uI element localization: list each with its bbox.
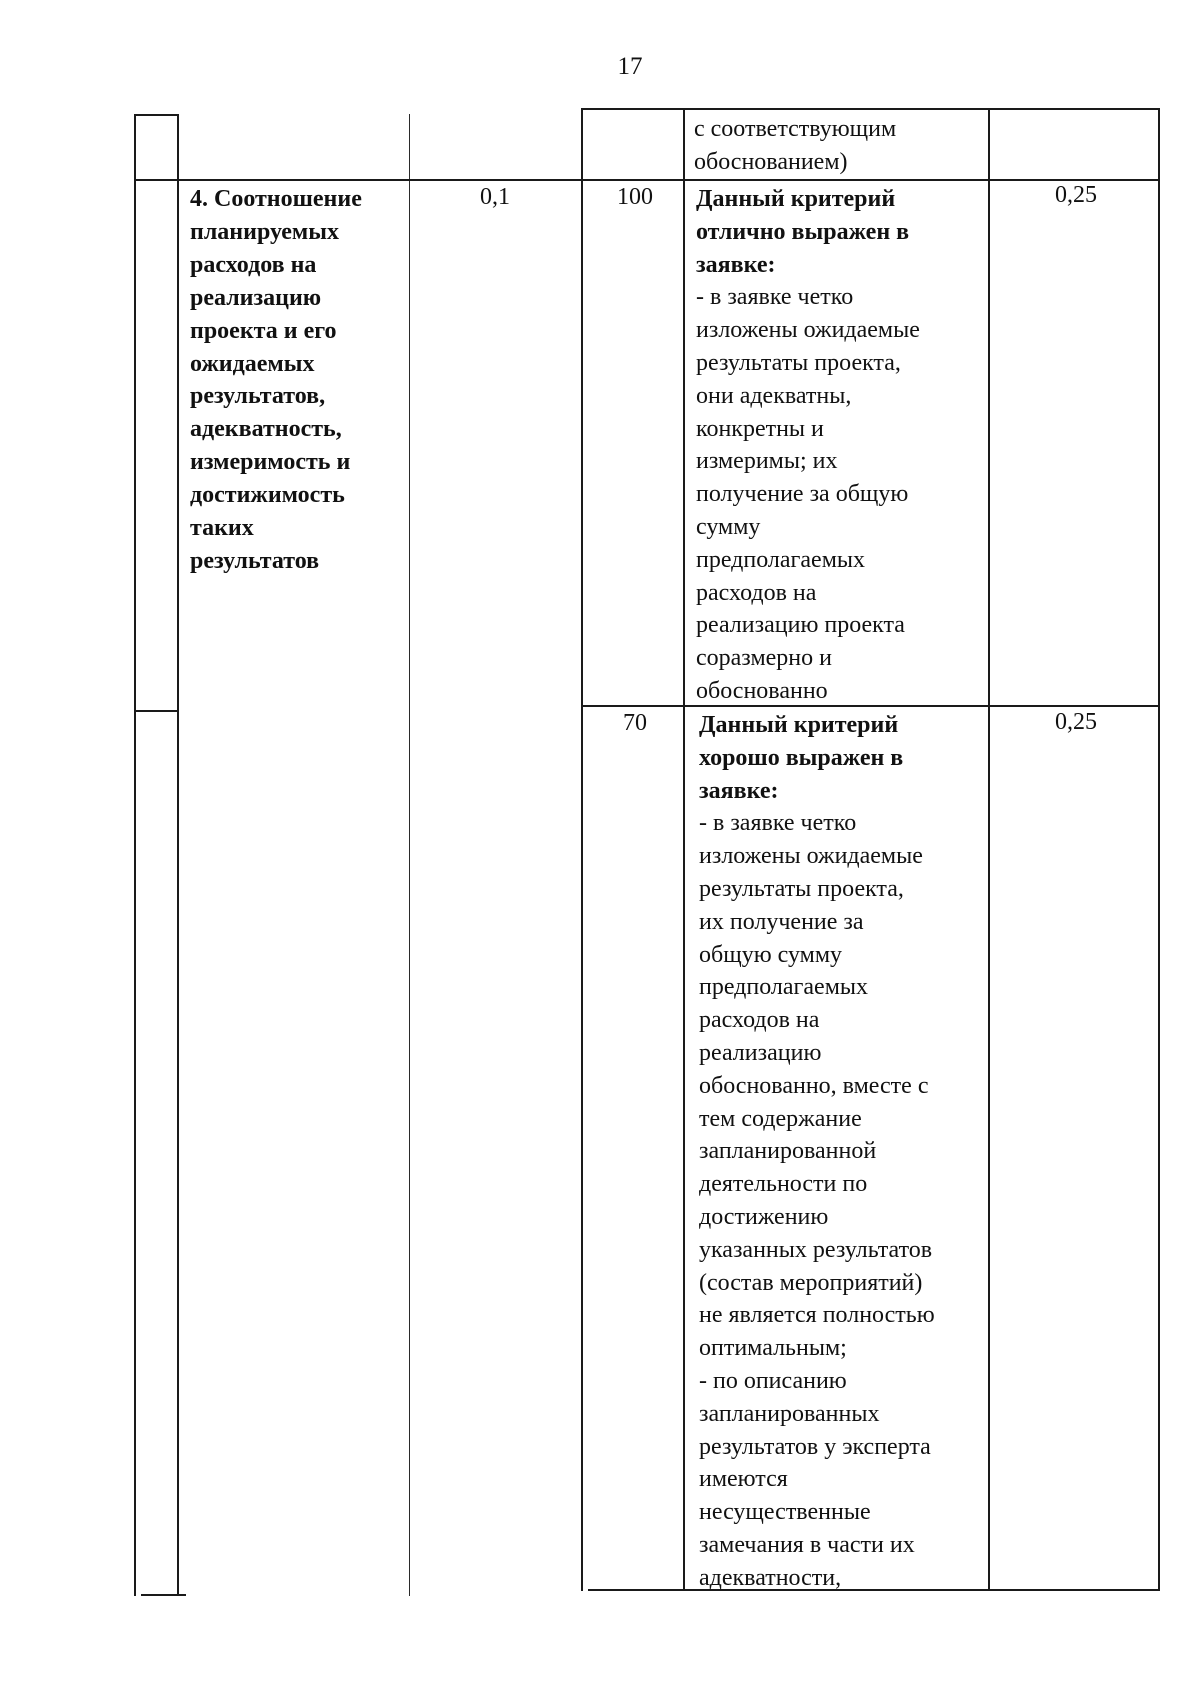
level-body-line: предполагаемых — [699, 974, 869, 1001]
level-heading-line: заявке: — [699, 777, 779, 804]
level-body-line: изложены ожидаемые — [699, 843, 923, 870]
level-body-line: предполагаемых — [696, 546, 866, 573]
continuation-line: с соответствующим — [694, 116, 897, 142]
level-body-line: тем содержание — [699, 1105, 862, 1132]
level-body-line: замечания в части их — [699, 1531, 915, 1558]
table-border-top-left — [134, 114, 178, 116]
criterion-title — [190, 183, 362, 578]
coefficient-100: 0,25 — [1055, 182, 1097, 208]
level-body-line: результаты проекта, — [696, 349, 901, 376]
criterion-title-line: реализацию — [190, 284, 322, 311]
page-number: 17 — [617, 53, 643, 80]
criterion-title-line: расходов на — [190, 251, 317, 278]
level-70-description — [699, 709, 935, 1595]
criterion-title-line: таких — [190, 515, 254, 542]
level-body-line: обоснованно — [696, 677, 828, 704]
table-divider-col5 — [988, 108, 990, 1591]
level-body-line: результатов у эксперта — [699, 1433, 931, 1460]
criterion-title-line: достижимость — [190, 482, 345, 509]
table-divider-col4 — [683, 108, 685, 1591]
level-body-line: изложены ожидаемые — [696, 317, 920, 344]
score-100: 100 — [617, 184, 653, 210]
level-body-line: адекватности, — [699, 1564, 842, 1591]
level-heading-line: отлично выражен в — [696, 218, 910, 245]
coefficient-70: 0,25 — [1055, 709, 1097, 735]
level-heading-line: Данный критерий — [699, 712, 899, 738]
row-divider-left-narrow — [134, 710, 178, 712]
level-body-line: не является полностью — [699, 1302, 935, 1329]
level-heading-line: Данный критерий — [696, 186, 896, 212]
level-body-line: они адекватны, — [696, 382, 852, 409]
criterion-title-line: измеримость и — [190, 449, 351, 476]
criterion-title-line: адекватность, — [190, 416, 342, 443]
table-border-left — [134, 114, 136, 1596]
criterion-title-line: ожидаемых — [190, 350, 315, 377]
level-body-line: расходов на — [696, 579, 817, 606]
level-body-line: (состав мероприятий) — [699, 1269, 923, 1296]
level-body-line: расходов на — [699, 1007, 820, 1034]
criterion-weight: 0,1 — [480, 184, 510, 210]
level-body-line: запланированной — [699, 1138, 877, 1165]
level-body-line: общую сумму — [699, 941, 843, 968]
level-body-line: обоснованно, вместе с — [699, 1072, 929, 1099]
criterion-title-line: результатов, — [190, 383, 326, 410]
level-body-line: несущественные — [699, 1499, 871, 1526]
score-70: 70 — [623, 710, 647, 736]
continuation-line: обоснованием) — [694, 148, 848, 175]
level-body-line: - в заявке четко — [699, 810, 857, 837]
level-body-line: имеются — [699, 1466, 788, 1493]
level-body-line: деятельности по — [699, 1171, 868, 1198]
criterion-title-line: проекта и его — [190, 317, 337, 344]
criterion-title-line: 4. Соотношение — [190, 186, 362, 212]
level-body-line: результаты проекта, — [699, 875, 904, 902]
level-body-line: измеримы; их — [696, 448, 838, 475]
table-divider-col1 — [177, 114, 179, 1596]
level-body-line: - в заявке четко — [696, 284, 854, 311]
level-body-line: - по описанию — [699, 1367, 847, 1394]
level-body-line: сумму — [696, 513, 761, 540]
table-divider-col3 — [581, 108, 583, 1591]
table-border-top-right — [581, 108, 1160, 110]
level-body-line: получение за общую — [696, 481, 909, 508]
continuation-text — [694, 113, 896, 179]
level-heading-line: заявке: — [696, 251, 776, 278]
level-100-description — [696, 183, 920, 708]
level-heading-line: хорошо выражен в — [699, 744, 904, 771]
row-divider-1 — [134, 179, 1160, 181]
level-body-line: реализацию — [699, 1039, 822, 1066]
table-border-bottom-left — [141, 1594, 186, 1596]
level-body-line: достижению — [699, 1203, 829, 1230]
table-border-right — [1158, 108, 1160, 1591]
criterion-title-line: планируемых — [190, 218, 339, 245]
level-body-line: запланированных — [699, 1400, 880, 1427]
criterion-title-line: результатов — [190, 547, 320, 574]
level-body-line: их получение за — [699, 908, 864, 935]
level-body-line: соразмерно и — [696, 645, 832, 672]
level-body-line: конкретны и — [696, 415, 824, 442]
level-body-line: реализацию проекта — [696, 612, 905, 639]
level-body-line: указанных результатов — [699, 1236, 933, 1263]
level-body-line: оптимальным; — [699, 1335, 847, 1362]
table-divider-col2 — [409, 114, 410, 1596]
